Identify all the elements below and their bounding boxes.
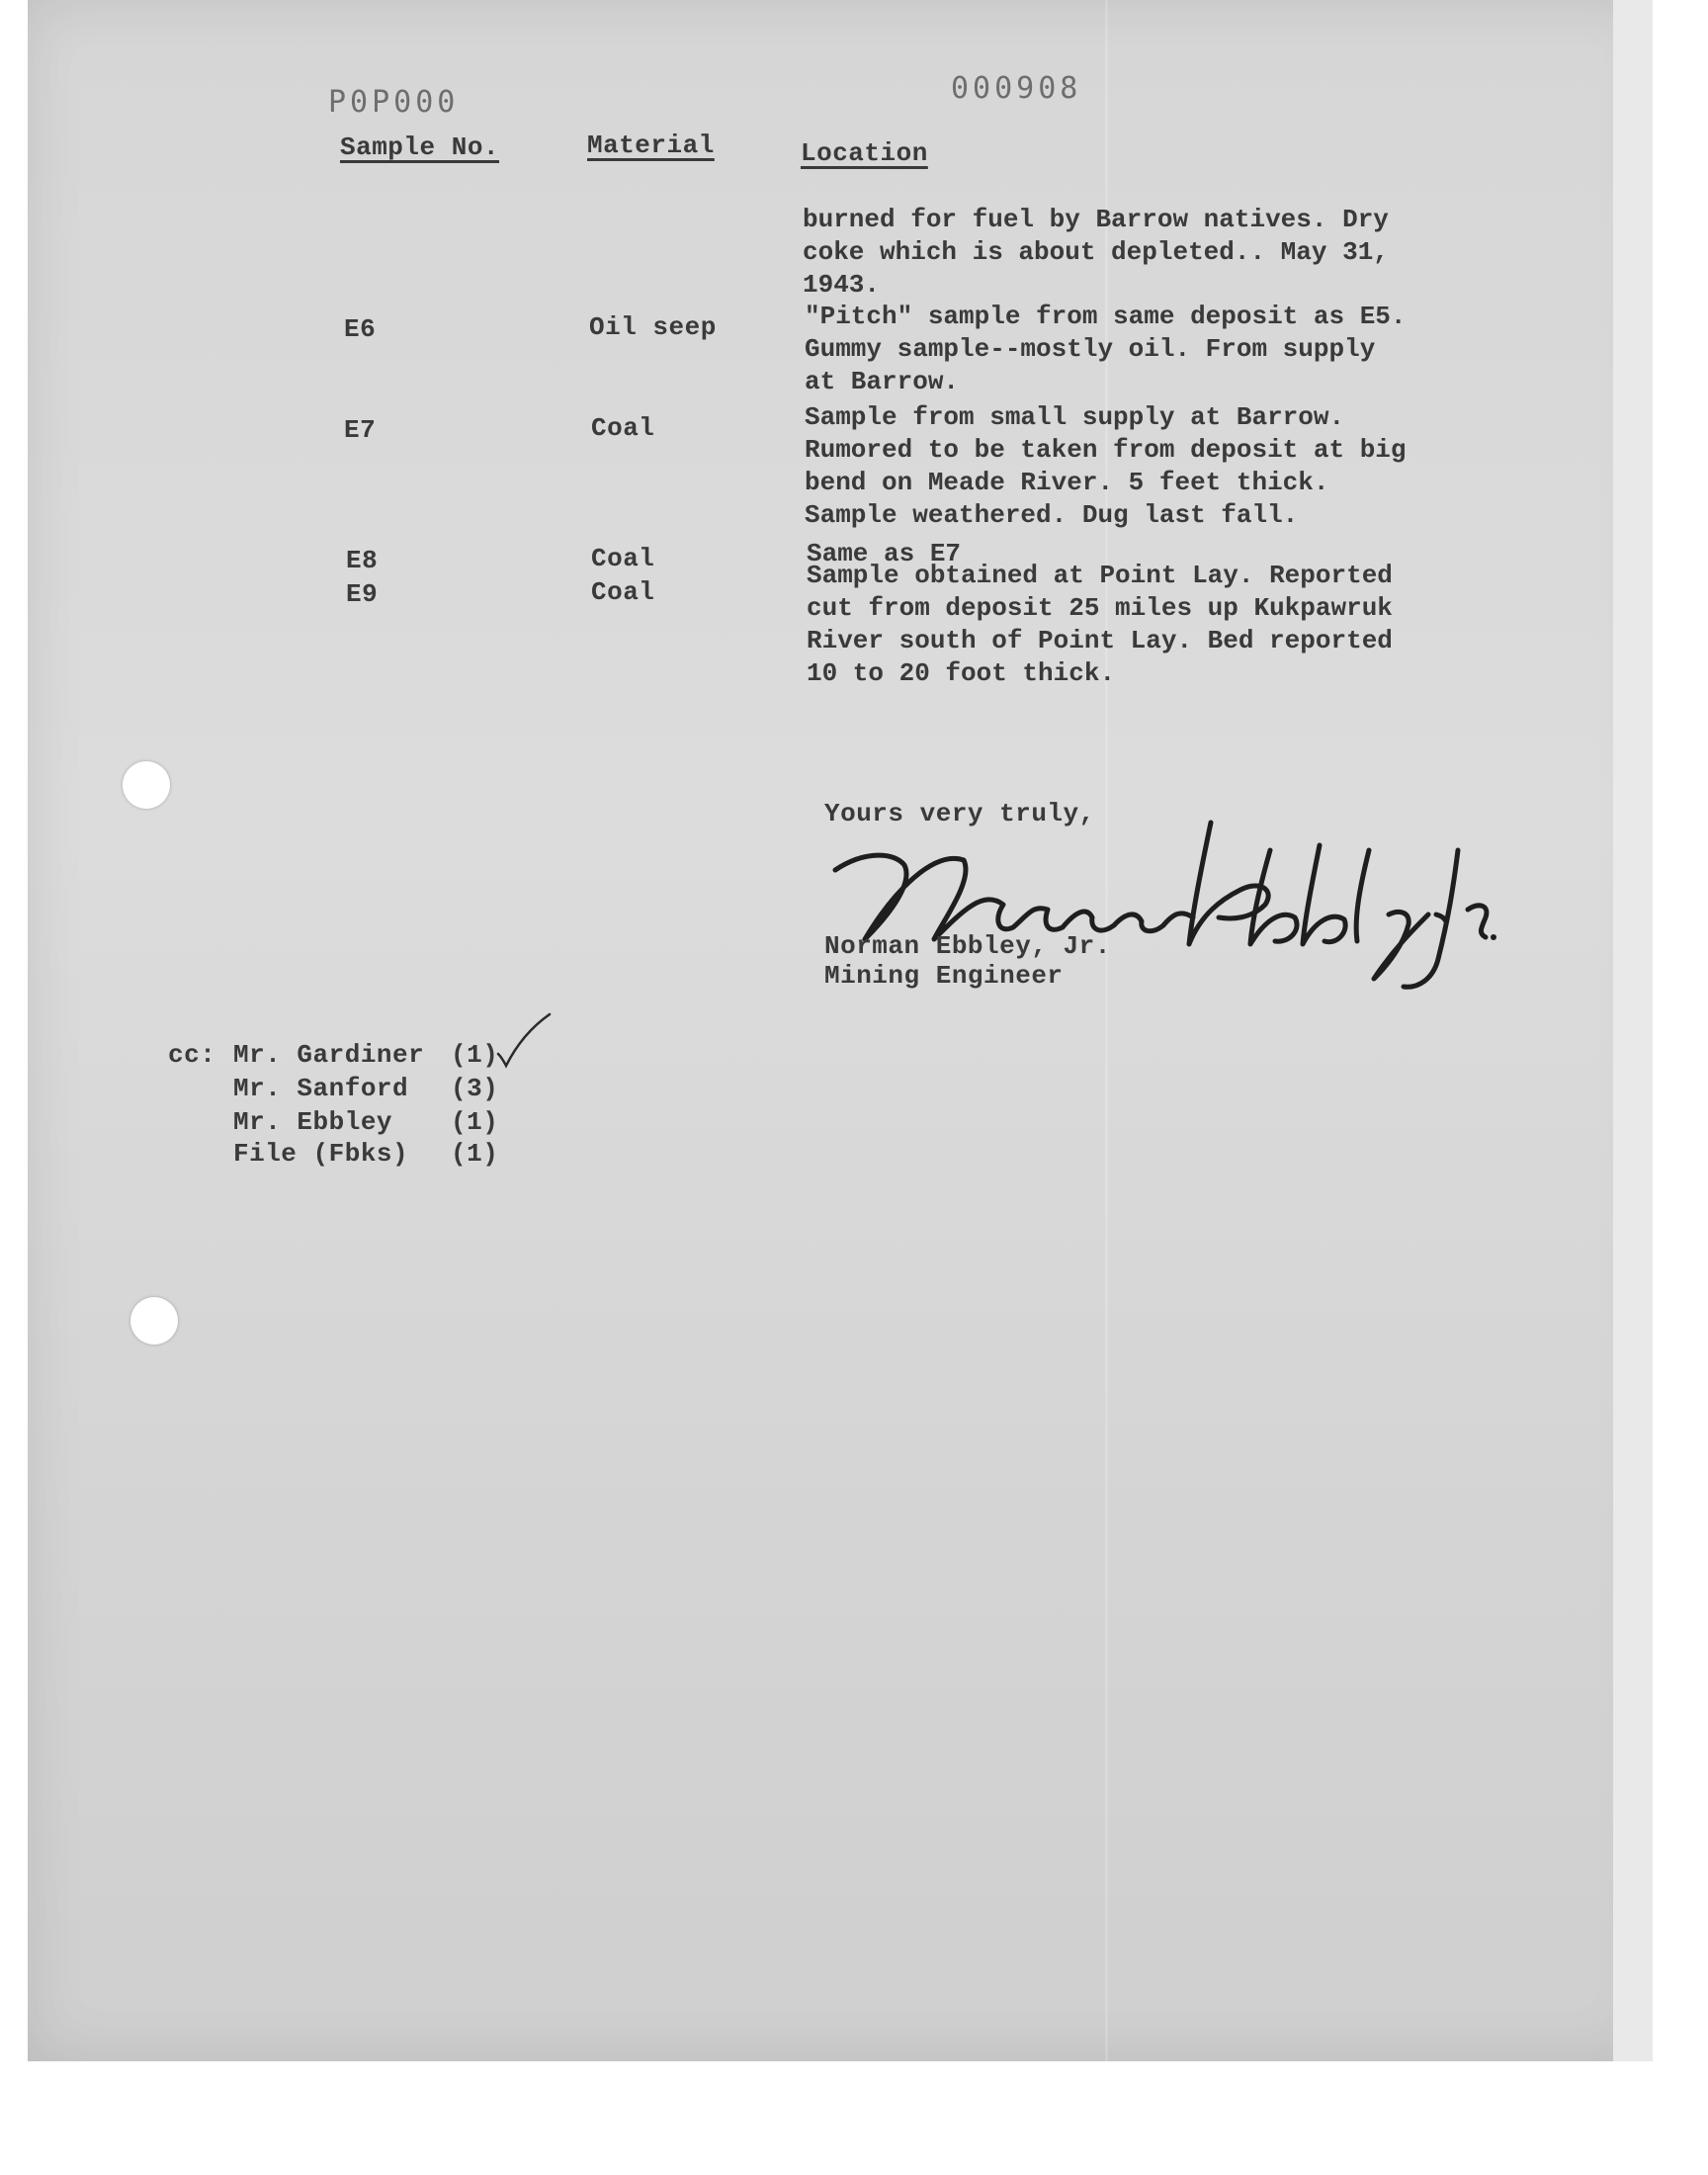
sample-e9: E9 bbox=[346, 579, 379, 609]
checkmark-icon bbox=[494, 1010, 554, 1070]
scan-edge bbox=[1613, 0, 1653, 2061]
material-e8: Coal bbox=[591, 544, 655, 573]
location-line: Sample from small supply at Barrow. bbox=[805, 402, 1345, 432]
location-line: River south of Point Lay. Bed reported bbox=[807, 626, 1393, 655]
location-line: 10 to 20 foot thick. bbox=[807, 658, 1116, 688]
sample-e6: E6 bbox=[344, 314, 377, 344]
cc-label: cc: bbox=[168, 1040, 216, 1070]
header-material: Material bbox=[587, 130, 715, 160]
cc-name: Mr. Ebbley bbox=[233, 1107, 393, 1137]
cc-name: Mr. Gardiner bbox=[233, 1040, 425, 1070]
salutation: Yours very truly, bbox=[824, 799, 1095, 828]
location-line: burned for fuel by Barrow natives. Dry bbox=[803, 205, 1389, 234]
cc-name: File (Fbks) bbox=[233, 1139, 409, 1169]
location-line: coke which is about depleted.. May 31, bbox=[803, 237, 1389, 267]
cc-count: (1) bbox=[451, 1139, 499, 1169]
location-line: Sample weathered. Dug last fall. bbox=[805, 500, 1299, 530]
material-e9: Coal bbox=[591, 577, 655, 607]
location-line: cut from deposit 25 miles up Kukpawruk bbox=[807, 593, 1393, 623]
location-line: bend on Meade River. 5 feet thick. bbox=[805, 468, 1329, 497]
cc-count: (1) bbox=[451, 1107, 499, 1137]
material-e6: Oil seep bbox=[589, 312, 717, 342]
location-e7 bbox=[805, 401, 1516, 532]
header-sample-no: Sample No. bbox=[340, 132, 500, 162]
signer-title: Mining Engineer bbox=[824, 961, 1064, 991]
location-continuation bbox=[803, 204, 1514, 302]
stamp-left: P0P000 bbox=[328, 85, 460, 120]
location-e9 bbox=[807, 560, 1518, 690]
sample-e7: E7 bbox=[344, 415, 377, 445]
location-line: "Pitch" sample from same deposit as E5. bbox=[805, 302, 1407, 331]
location-line: Rumored to be taken from deposit at big bbox=[805, 435, 1407, 465]
location-line: at Barrow. bbox=[805, 367, 960, 396]
cc-count: (1) bbox=[451, 1040, 499, 1070]
location-line: Same as E7 bbox=[807, 539, 962, 568]
stamp-right: 000908 bbox=[951, 71, 1082, 106]
location-line: Gummy sample--mostly oil. From supply bbox=[805, 334, 1376, 364]
material-e7: Coal bbox=[591, 413, 655, 443]
header-location: Location bbox=[801, 138, 928, 168]
punch-hole-bottom bbox=[130, 1297, 178, 1345]
sample-e8: E8 bbox=[346, 546, 379, 575]
location-line: Sample obtained at Point Lay. Reported bbox=[807, 561, 1393, 590]
cc-name: Mr. Sanford bbox=[233, 1074, 409, 1103]
location-line: 1943. bbox=[803, 270, 881, 300]
signer-name: Norman Ebbley, Jr. bbox=[824, 931, 1111, 961]
punch-hole-top bbox=[123, 761, 170, 809]
location-e6 bbox=[805, 301, 1516, 398]
cc-count: (3) bbox=[451, 1074, 499, 1103]
